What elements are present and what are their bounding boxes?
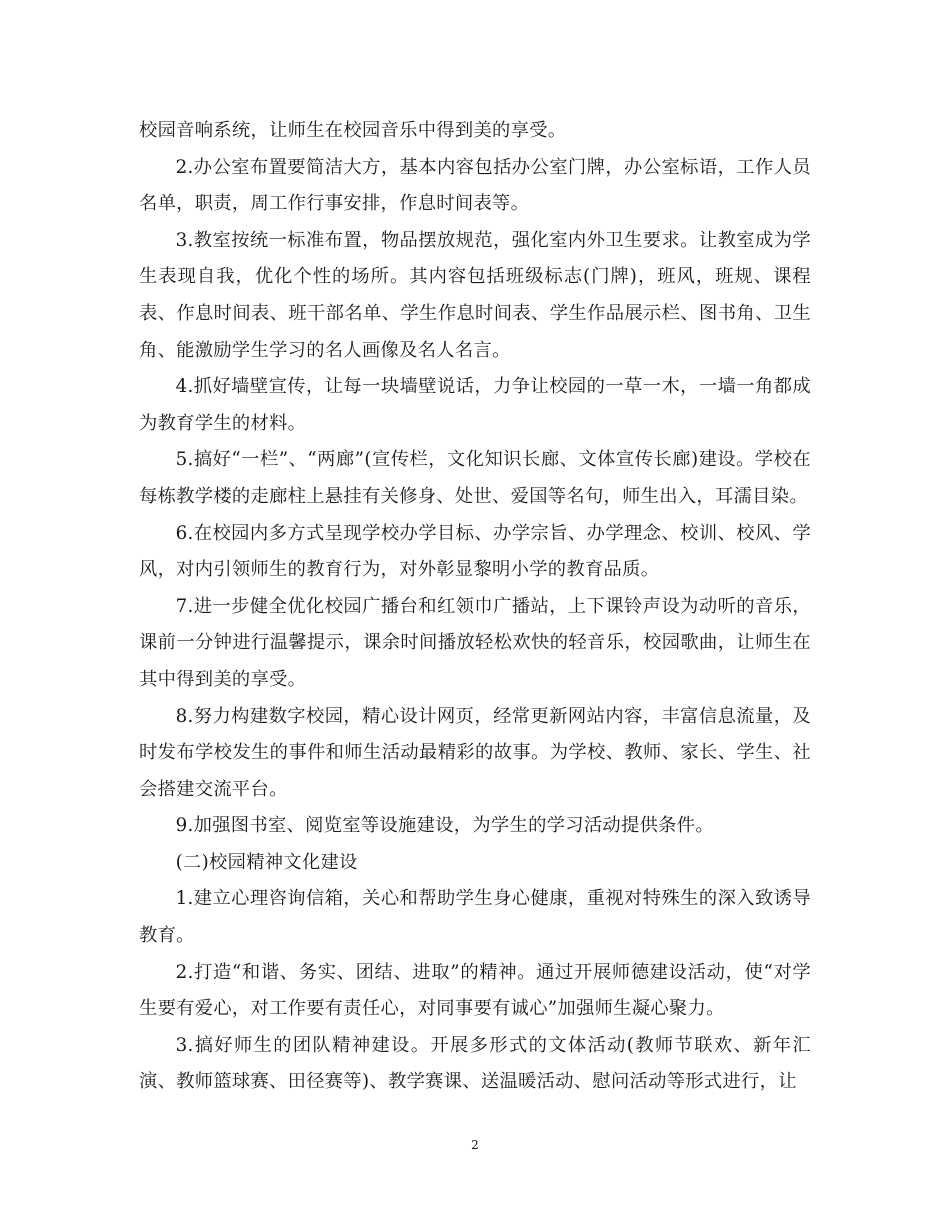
paragraph-continuation: 校园音响系统，让师生在校园音乐中得到美的享受。 <box>139 120 567 141</box>
paragraph-spirit-item-3: 3.搞好师生的团队精神建设。开展多形式的文体活动(教师节联欢、新年汇演、教师篮球赛、田径赛等)、教学赛课、送温暖活动、慰问活动等形式进行，让 <box>139 1034 811 1093</box>
page-number: 2 <box>471 1138 479 1152</box>
paragraph-item-5-corridor: 5.搞好“一栏”、“两廊”(宣传栏，文化知识长廊、文体宣传长廊)建设。学校在每栋教学楼的走廊柱上悬挂有关修身、处世、爱国等名句，师生出入，耳濡目染。 <box>139 449 811 507</box>
paragraph-spirit-item-2: 2.打造“和谐、务实、团结、进取”的精神。通过开展师德建设活动，使“对学生要有爱心，对工作要有责任心，对同事要有诚心”加强师生凝心聚力。 <box>139 961 811 1020</box>
paragraph-item-8-digital: 8.努力构建数字校园，精心设计网页，经常更新网站内容，丰富信息流量，及时发布学校发生的事件和师生活动最精彩的故事。为学校、教师、家长、学生、社会搭建交流平台。 <box>139 705 811 800</box>
paragraph-item-4-wall: 4.抓好墙壁宣传，让每一块墙壁说话，力争让校园的一草一木，一墙一角都成为教育学生的材料。 <box>139 376 811 434</box>
paragraph-item-7-broadcast: 7.进一步健全优化校园广播台和红领巾广播站，上下课铃声设为动听的音乐，课前一分钟进行温馨提示，课余时间播放轻松欢快的轻音乐，校园歌曲，让师生在其中得到美的享受。 <box>139 595 811 690</box>
paragraph-item-9-library: 9.加强图书室、阅览室等设施建设，为学生的学习活动提供条件。 <box>175 815 714 837</box>
document-body <box>139 113 811 1101</box>
section-heading-spirit-culture: (二)校园精神文化建设 <box>175 851 358 873</box>
paragraph-spirit-item-1: 1.建立心理咨询信箱，关心和帮助学生身心健康，重视对特殊生的深入致诱导教育。 <box>139 888 811 947</box>
paragraph-item-3-classroom: 3.教室按统一标准布置，物品摆放规范，强化室内外卫生要求。让教室成为学生表现自我，优化个性的场所。其内容包括班级标志(门牌)，班风，班规、课程表、作息时间表、班干部名单、学生作息时间表、学生作品展示栏、图书角、卫生角、能激励学生学习的名人画像及名人名言。 <box>139 229 811 361</box>
paragraph-item-6-motto: 6.在校园内多方式呈现学校办学目标、办学宗旨、办学理念、校训、校风、学风，对内引领师生的教育行为，对外彰显黎明小学的教育品质。 <box>139 522 811 581</box>
paragraph-item-2-office: 2.办公室布置要简洁大方，基本内容包括办公室门牌，办公室标语，工作人员名单，职责，周工作行事安排，作息时间表等。 <box>139 156 811 215</box>
